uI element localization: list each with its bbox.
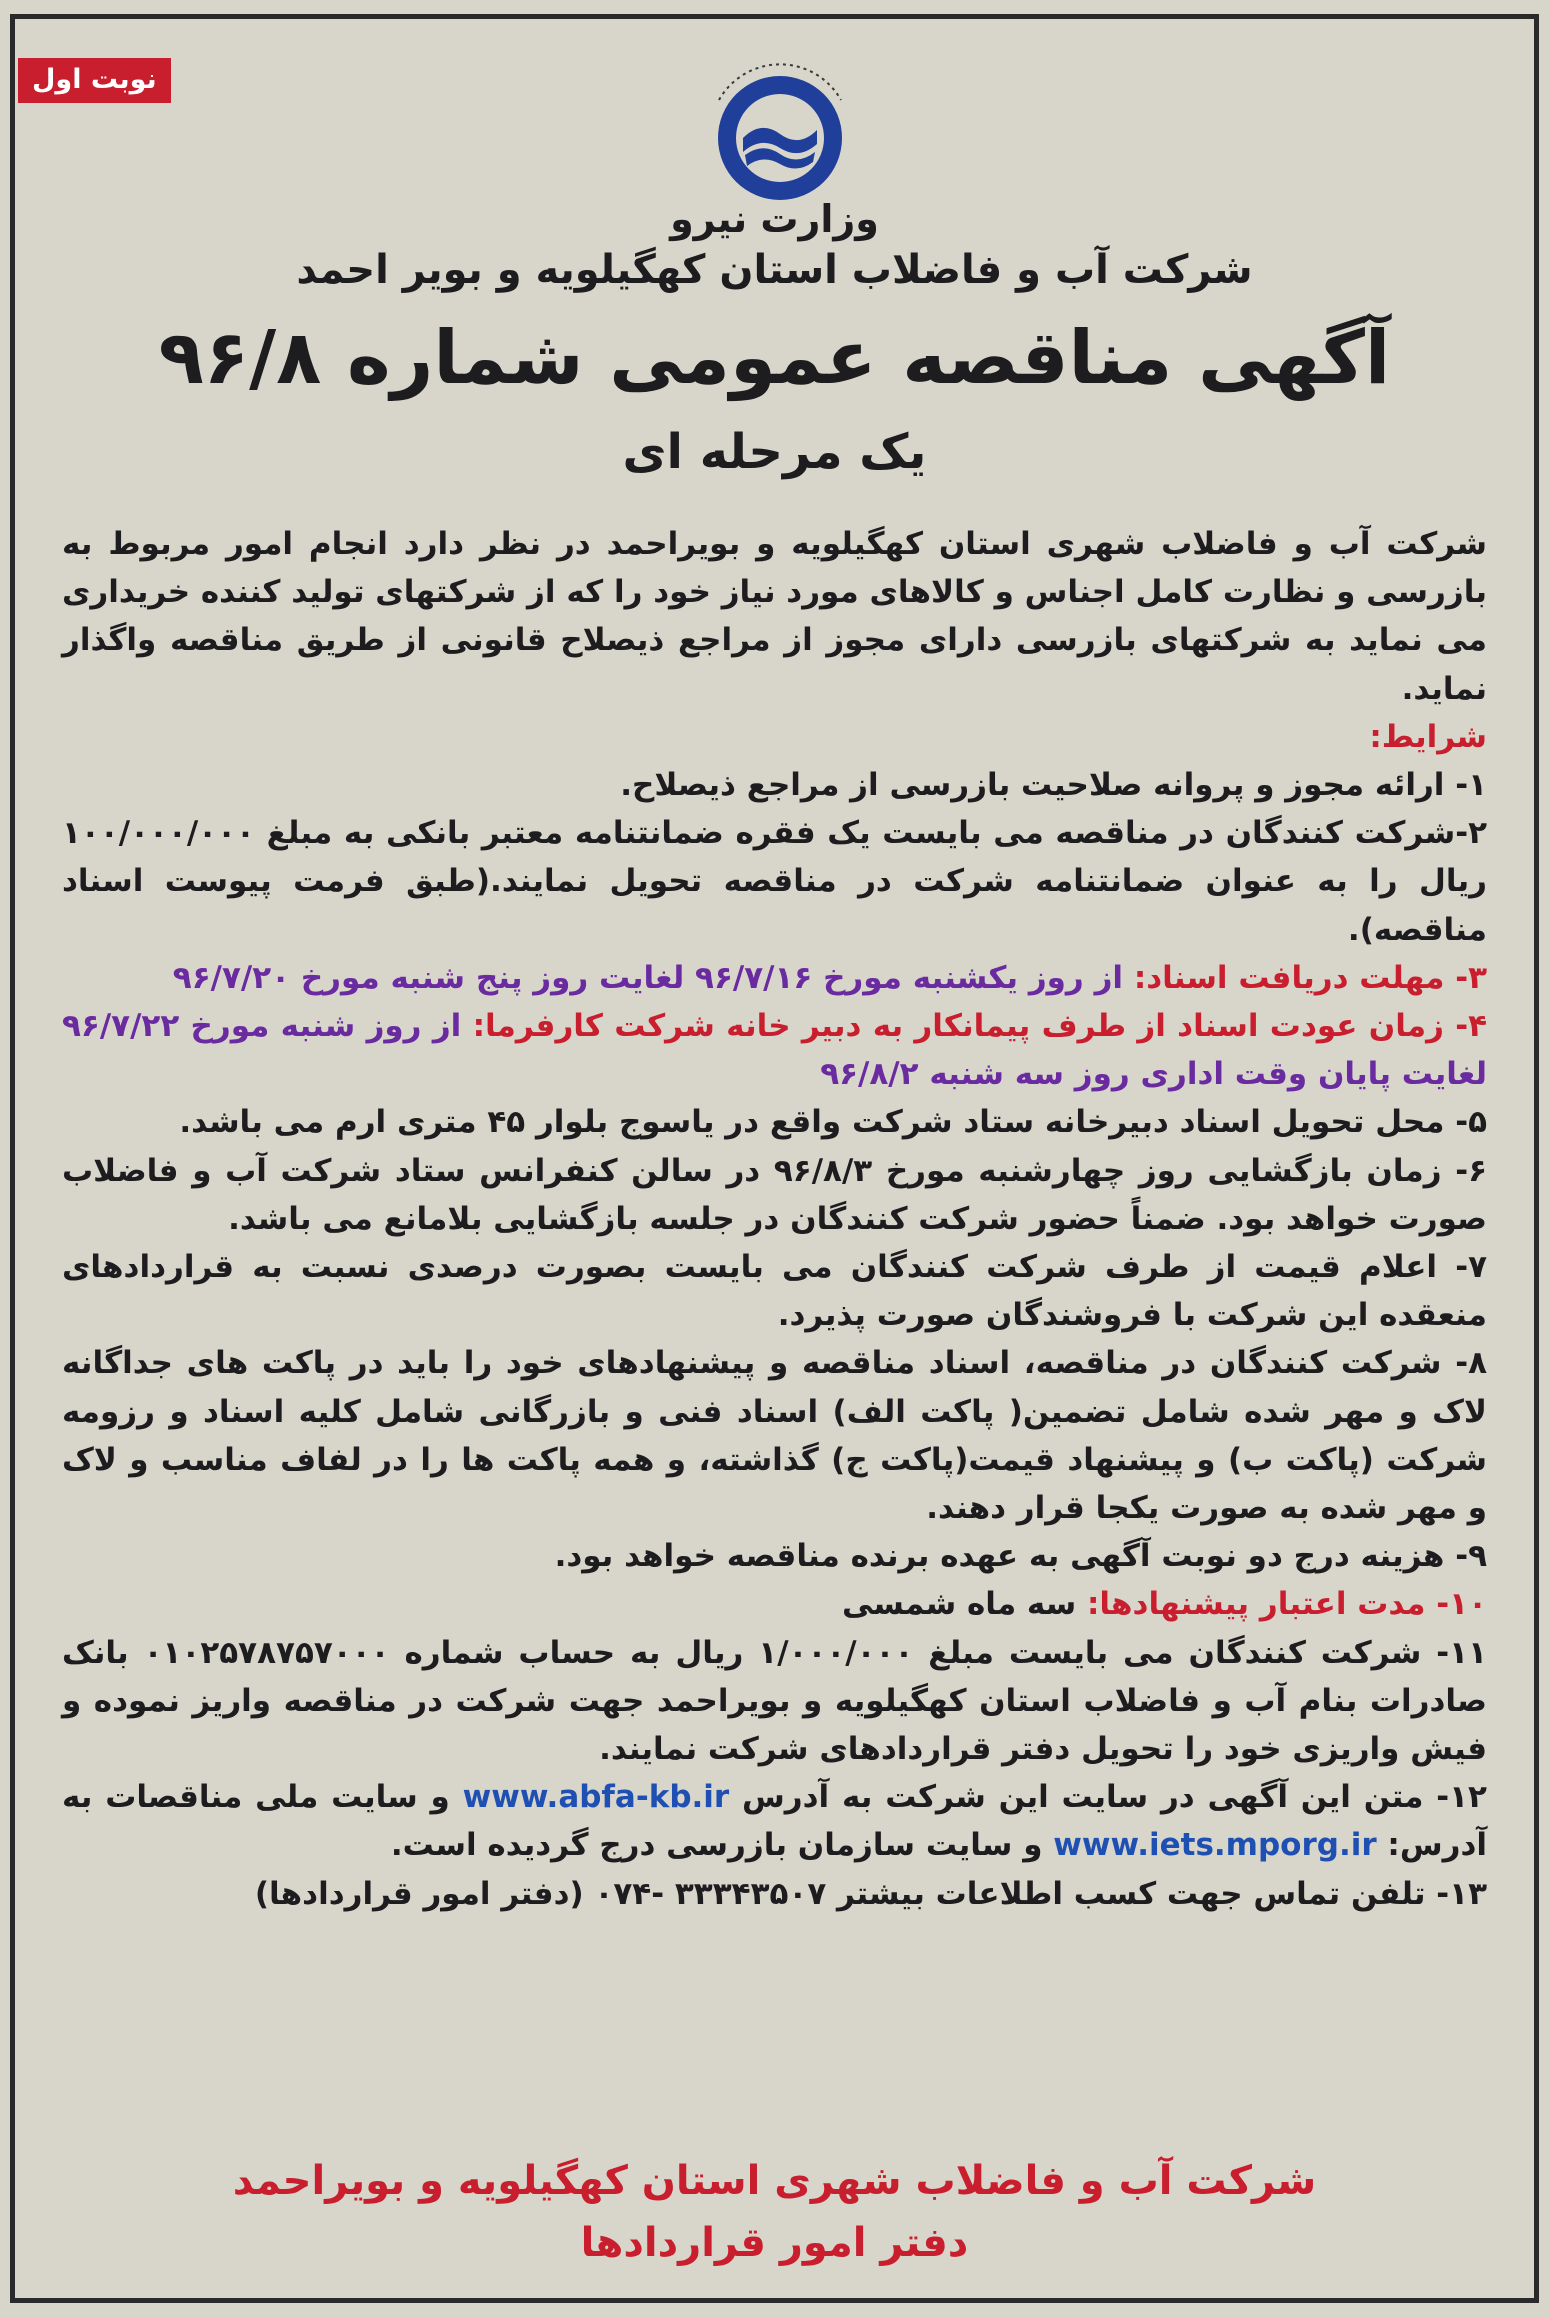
condition-item-12 <box>62 1773 1487 1869</box>
condition-item-4-text: از روز شنبه مورخ ۹۶/۷/۲۲ لغایت پایان وقت اداری روز سه شنبه ۹۶/۸/۲ <box>62 1008 1487 1093</box>
footer <box>40 2150 1509 2274</box>
condition-item-8: ۸- شرکت کنندگان در مناقصه، اسناد مناقصه و پیشنهادهای خود را باید در پاکت های جداگانه لاک و مهر شده شامل تضمین( پاکت الف) اسناد فنی و بازرگانی شامل کلیه اسناد و رزومه شرکت (پاکت ب) و پیشنهاد قیمت(پاکت ج) گذاشته، و همه پاکت ها را در لفاف مناسب و لاک و مهر شده به صورت یکجا قرار دهند. <box>62 1345 1487 1527</box>
condition-item-3-text: از روز یکشنبه مورخ ۹۶/۷/۱۶ لغایت روز پنج شنبه مورخ ۹۶/۷/۲۰ <box>172 959 1134 996</box>
round-badge: نوبت اول <box>18 58 171 103</box>
condition-item-4-label: ۴- زمان عودت اسناد از طرف پیمانکار به دبیر خانه شرکت کارفرما: <box>472 1008 1488 1045</box>
condition-item-5: ۵- محل تحویل اسناد دبیرخانه ستاد شرکت واقع در یاسوج بلوار ۴۵ متری ارم می باشد. <box>179 1104 1487 1141</box>
notice-body <box>62 520 1487 1918</box>
water-company-logo-icon <box>705 60 855 210</box>
conditions-heading: شرایط: <box>1369 718 1487 755</box>
page-title: آگهی مناقصه عمومی شماره ۹۶/۸ <box>158 315 1391 401</box>
condition-item-6: ۶- زمان بازگشایی روز چهارشنبه مورخ ۹۶/۸/۳ در سالن کنفرانس ستاد شرکت آب و فاضلاب صورت خواهد بود. ضمناً حضور شرکت کنندگان در جلسه بازگشایی بلامانع می باشد. <box>62 1152 1487 1237</box>
footer-department: دفتر امور قراردادها <box>580 2220 969 2266</box>
condition-item-10-label: ۱۰- مدت اعتبار پیشنهادها: <box>1087 1586 1487 1623</box>
condition-item-7: ۷- اعلام قیمت از طرف شرکت کنندگان می بایست بصورت درصدی نسبت به قراردادهای منعقده این شرکت با فروشندگان صورت پذیرد. <box>62 1249 1487 1334</box>
condition-item-10 <box>62 1580 1487 1628</box>
condition-item-4 <box>62 1002 1487 1098</box>
footer-company: شرکت آب و فاضلاب شهری استان کهگیلویه و بویراحمد <box>232 2158 1317 2204</box>
condition-item-2: ۲-شرکت کنندگان در مناقصه می بایست یک فقره ضمانتنامه معتبر بانکی به مبلغ ۱۰۰/۰۰۰/۰۰۰ ریال را به عنوان ضمانتنامه شرکت در مناقصه تحویل نمایند.(طبق فرمت پیوست اسناد مناقصه). <box>62 815 1487 948</box>
condition-item-12-part-c: و سایت سازمان بازرسی درج گردیده است. <box>390 1827 1054 1864</box>
page-subtitle: یک مرحله ای <box>622 424 927 480</box>
condition-item-3-label: ۳- مهلت دریافت اسناد: <box>1133 959 1487 996</box>
condition-item-12-part-b: و سایت ملی مناقصات به آدرس: <box>62 1779 1487 1864</box>
condition-item-11: ۱۱- شرکت کنندگان می بایست مبلغ ۱/۰۰۰/۰۰۰ ریال به حساب شماره ۰۱۰۲۵۷۸۷۵۷۰۰۰ بانک صادرات بنام آب و فاضلاب استان کهگیلویه و بویراحمد جهت شرکت در مناقصه واریز نموده و فیش واریزی خود را تحویل دفتر قراردادهای شرکت نمایند. <box>62 1634 1487 1768</box>
condition-item-13: ۱۳- تلفن تماس جهت کسب اطلاعات بیشتر ۳۳۳۴۳۵۰۷ -۰۷۴ (دفتر امور قراردادها) <box>254 1875 1487 1912</box>
condition-item-3 <box>62 954 1487 1002</box>
condition-item-10-text: سه ماه شمسی <box>842 1586 1088 1623</box>
tender-website-link[interactable]: www.iets.mporg.ir <box>1053 1827 1377 1864</box>
intro-paragraph: شرکت آب و فاضلاب شهری استان کهگیلویه و بویراحمد در نظر دارد انجام امور مربوط به بازرسی و نظارت کامل اجناس و کالاهای مورد نیاز خود را که از شرکتهای تولید کننده خریداری می نماید به شرکتهای بازرسی دارای مجوز از مراجع ذیصلاح قانونی از طریق مناقصه واگذار نماید. <box>62 526 1487 707</box>
condition-item-12-part-a: ۱۲- متن این آگهی در سایت این شرکت به آدرس <box>729 1779 1487 1816</box>
condition-item-9: ۹- هزینه درج دو نوبت آگهی به عهده برنده مناقصه خواهد بود. <box>554 1538 1487 1575</box>
company-name: شرکت آب و فاضلاب استان کهگیلویه و بویر احمد <box>296 247 1253 293</box>
header <box>40 195 1509 487</box>
ministry-name: وزارت نیرو <box>670 197 879 241</box>
company-website-link[interactable]: www.abfa-kb.ir <box>462 1779 730 1816</box>
condition-item-1: ۱- ارائه مجوز و پروانه صلاحیت بازرسی از مراجع ذیصلاح. <box>620 767 1487 804</box>
